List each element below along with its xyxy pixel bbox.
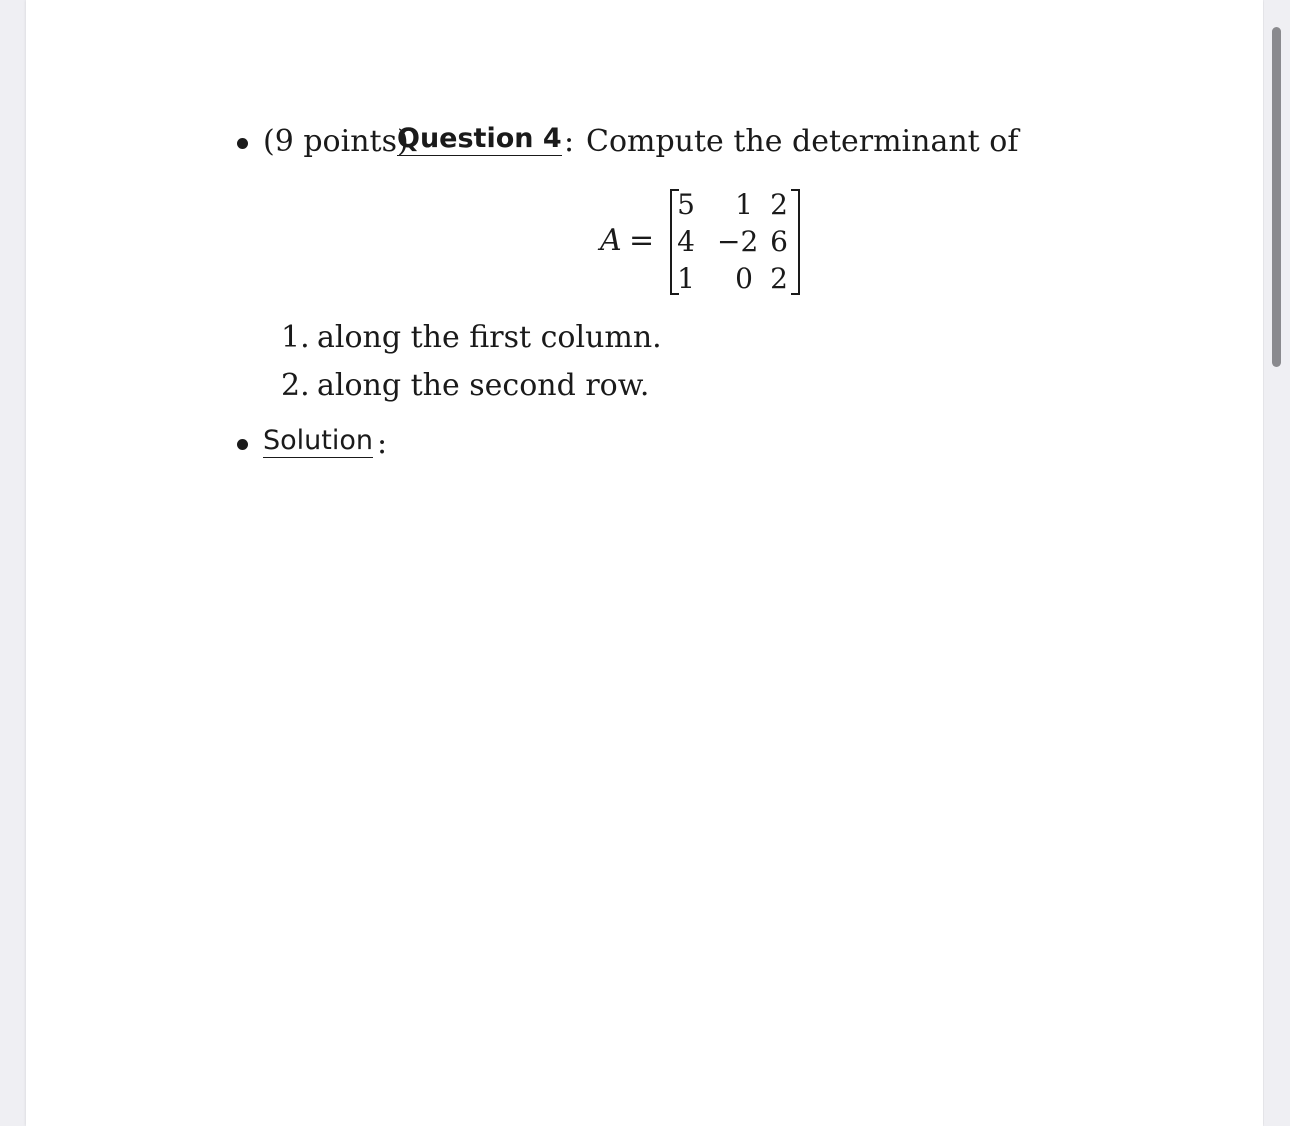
matrix-right-bracket <box>791 189 800 295</box>
matrix-cell: 1 <box>677 262 695 295</box>
document-page <box>26 0 1263 1126</box>
vertical-scrollbar[interactable] <box>1264 0 1290 1126</box>
part-text: along the first column. <box>317 320 662 355</box>
question-bullet <box>237 138 248 149</box>
matrix-cell: −2 <box>717 225 759 258</box>
part-number: 1. <box>281 320 310 355</box>
matrix-cell: 2 <box>770 262 788 295</box>
matrix-cell: 6 <box>770 225 788 258</box>
part-text: along the second row. <box>317 368 650 403</box>
solution-colon: : <box>377 426 388 461</box>
question-points: (9 points) <box>263 124 409 159</box>
question-title: Question 4 <box>397 123 562 154</box>
matrix-name: A <box>600 223 622 258</box>
matrix-cell: 1 <box>735 188 753 221</box>
matrix-cell: 0 <box>735 262 753 295</box>
solution-label: Solution <box>263 425 373 456</box>
part-number: 2. <box>281 368 310 403</box>
matrix-cell: 2 <box>770 188 788 221</box>
matrix-cell: 5 <box>677 188 695 221</box>
question-prompt: Compute the determinant of <box>586 124 1019 159</box>
matrix-cell: 4 <box>677 225 695 258</box>
matrix-equals: = <box>629 223 655 258</box>
question-colon: : <box>564 124 575 159</box>
solution-bullet <box>237 439 248 450</box>
scrollbar-thumb[interactable] <box>1272 27 1281 367</box>
